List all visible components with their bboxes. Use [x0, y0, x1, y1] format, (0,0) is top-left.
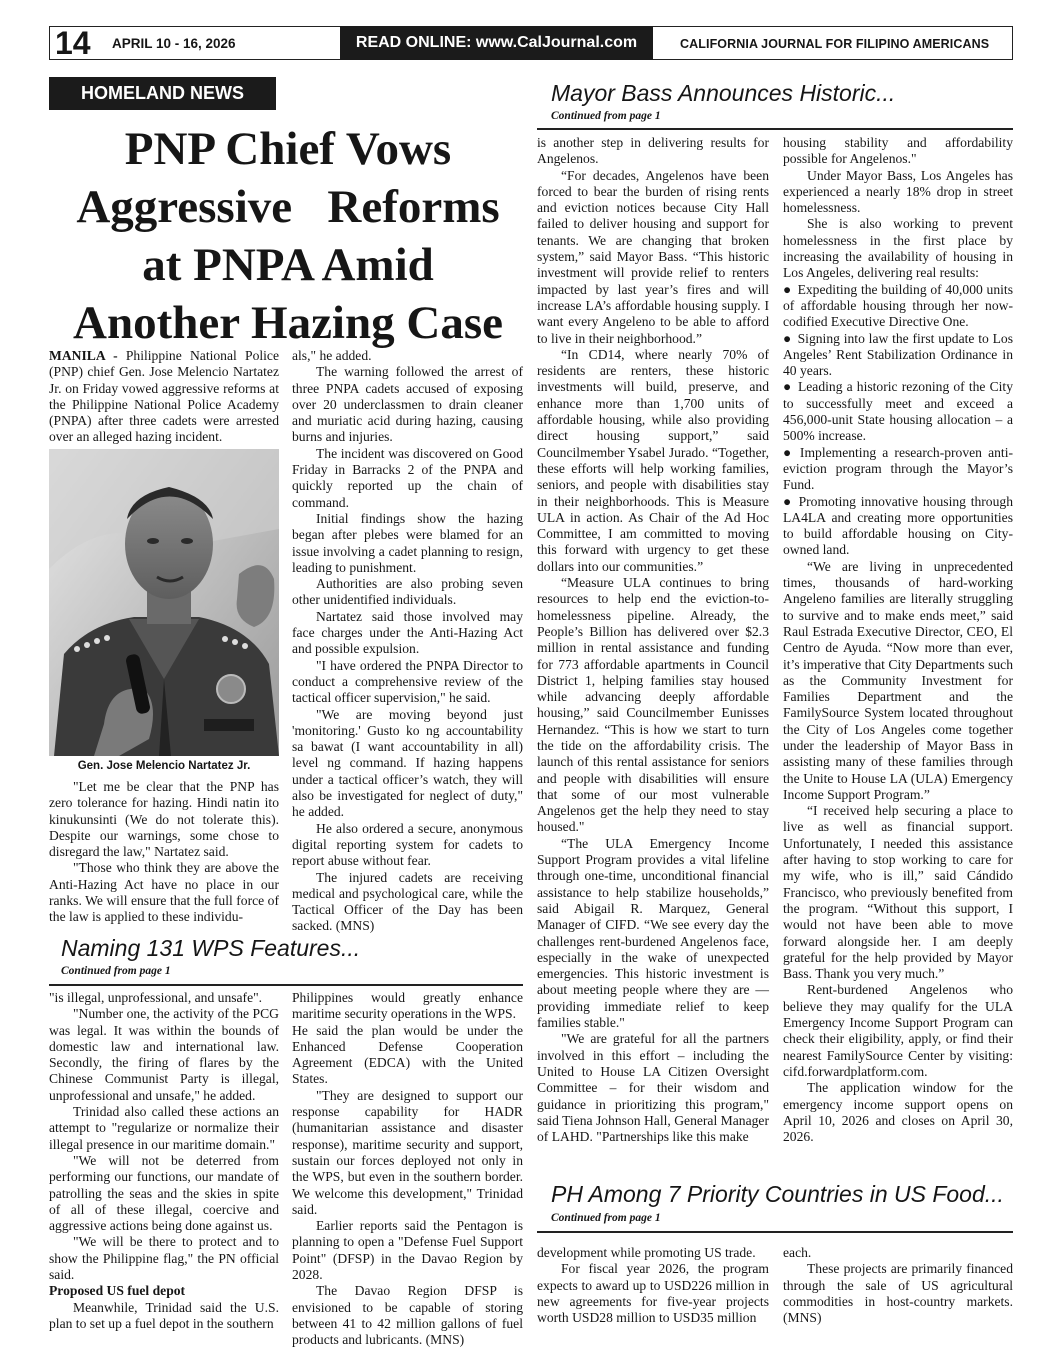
paragraph: These projects are primarily financed through the sale of US agricultural commodities in host-country markets. (MNS)	[783, 1261, 1013, 1326]
read-online-banner: READ ONLINE: www.CalJournal.com	[340, 26, 653, 60]
paragraph: She is also working to prevent homelessness in the first place by increasing the availability of housing in Los Angeles, delivering real results:	[783, 216, 1013, 281]
paragraph: "I have ordered the PNPA Director to conduct a comprehensive review of the tactical officer supervision," he said.	[292, 657, 523, 706]
paragraph: “I received help securing a place to live as well as financial support. Unfortunately, I needed this assistance after having to stop working to care for my wife, who is ill,” said Cándido Francisco, who previously benefited from the program. “Without this support, I would not have been able to move forward alongside her. I am deeply grateful for the help provided by Mayor Bass. Thank you very much.”	[783, 803, 1013, 982]
wps-col2	[292, 990, 523, 1349]
bullet-item: ● Leading a historic rezoning of the City to successfully meet and exceed a 456,000-unit State housing allocation – a 500% increase.	[783, 379, 1013, 444]
pnp-col2	[292, 348, 523, 935]
section-label: HOMELAND NEWS	[49, 77, 276, 110]
paragraph: development while promoting US trade.	[537, 1245, 756, 1260]
food-continued-note: Continued from page 1	[551, 1212, 661, 1224]
publication-name: CALIFORNIA JOURNAL FOR FILIPINO AMERICANS	[680, 37, 990, 51]
bullet-item: ● Promoting innovative housing through LA4LA and creating more opportunities to build affordable housing on City-owned land.	[783, 493, 1013, 558]
bullet-icon: ●	[783, 379, 792, 395]
wps-rule	[49, 984, 523, 986]
bass-col2	[783, 135, 1013, 1145]
paragraph: "We will not be deterred from performing our functions, our mandate of patrolling the seas and the skies in spite of all of these illegal, coercive and aggressive actions being done against us.	[49, 1152, 279, 1234]
bass-title: Mayor Bass Announces Historic...	[551, 80, 896, 106]
paragraph: Nartatez said those involved may face charges under the Anti-Hazing Act and possible expulsion.	[292, 608, 523, 657]
dateline: MANILA -	[49, 348, 126, 363]
nartatez-photo	[49, 449, 279, 756]
paragraph: "is illegal, unprofessional, and unsafe".	[49, 990, 263, 1005]
food-title: PH Among 7 Priority Countries in US Food...	[551, 1181, 1004, 1207]
paragraph: For fiscal year 2026, the program expects to award up to USD226 million in new agreements for five-year projects worth USD28 million to USD35 million	[537, 1261, 769, 1326]
bass-col1	[537, 135, 769, 1145]
lead-text: Philippine National Police (PNP) chief Gen. Jose Melencio Nartatez Jr. on Friday vowed aggressive reforms at the Philippine National Police Academy (PNPA) after three cadets were arrested over an alleged hazing incident.	[49, 348, 279, 445]
headline-line: Aggressive Reforms	[76, 181, 500, 233]
paragraph: Initial findings show the hazing began after plebes were blamed for an issue involving a cadet planning to resign, leading to punishment.	[292, 510, 523, 575]
paragraph: The warning followed the arrest of three PNPA cadets accused of exposing over 20 underclassmen to drain cleaner and muriatic acid during hazing, causing burns and injuries.	[292, 364, 523, 445]
paragraph: “For decades, Angelenos have been forced to bear the burden of rising rents and eviction notices because City Hall failed to deliver housing and support for tenants. We are changing that broken system,” said Mayor Bass. “This historic investment will provide relief to renters impacted by last year’s fires and will increase LA’s affordable housing supply. I want every Angeleno to be able to afford to live in their neighborhood.”	[537, 167, 769, 346]
bullet-item: ● Expediting the building of 40,000 units of affordable housing through her now-codified Executive Directive One.	[783, 281, 1013, 330]
paragraph: Under Mayor Bass, Los Angeles has experienced a nearly 18% drop in street homelessness.	[783, 167, 1013, 216]
paragraph: "Those who think they are above the Anti-Hazing Act have no place in our ranks. We will ensure that the full force of the law is applied to these individu-	[49, 860, 279, 925]
headline-line: PNP Chief Vows	[124, 123, 452, 175]
paragraph: each.	[783, 1245, 812, 1260]
paragraph: “We are living in unprecedented times, thousands of hard-working Angeleno families are literally struggling to survive and to make ends meet,” said Raul Estrada Executive Director, CEO, El Centro de Ayuda. “Now more than ever, it’s imperative that City Departments such as the Community Investment for Families Department and the FamilySource System located throughout the City of Los Angeles come together under the leadership of Mayor Bass in assisting many of these families through the Unite to House LA (ULA) Emergency Income Support Program.”	[783, 558, 1013, 802]
bullet-icon: ●	[783, 493, 793, 509]
subheading: Proposed US fuel depot	[49, 1283, 186, 1299]
paragraph: Authorities are also probing seven other unidentified individuals.	[292, 576, 523, 608]
bass-continued-note: Continued from page 1	[551, 110, 661, 122]
bullet-icon: ●	[783, 281, 792, 297]
wps-continued-note: Continued from page 1	[61, 965, 171, 977]
food-col2	[783, 1245, 1013, 1326]
bullet-icon: ●	[783, 330, 792, 346]
paragraph: He also ordered a secure, anonymous digital reporting system for cadets to report abuse without fear.	[292, 820, 523, 869]
headline-line: at PNPA Amid	[142, 239, 434, 291]
paragraph: He said the plan would be under the Enhanced Defense Cooperation Agreement (EDCA) with the United States.	[292, 1022, 523, 1087]
paragraph: The injured cadets are receiving medical and psychological care, while the Tactical Officer of the Day has been sacked. (MNS)	[292, 869, 523, 934]
pnp-headline	[49, 120, 527, 352]
page-number: 14	[55, 25, 91, 61]
food-rule	[537, 1231, 1013, 1233]
food-col1	[537, 1245, 769, 1326]
paragraph: housing stability and affordability possible for Angelenos."	[783, 135, 1013, 167]
paragraph: Rent-burdened Angelenos who believe they may qualify for the ULA Emergency Income Support Program can check their eligibility, apply, or find their nearest FamilySource Center by visiting: cifd.forwardplatform.com.	[783, 982, 1013, 1079]
paragraph: Philippines would greatly enhance maritime security operations in the WPS.	[292, 990, 523, 1022]
bullet-item: ● Implementing a research-proven anti-eviction program through the Mayor’s Fund.	[783, 444, 1013, 493]
paragraph: “Measure ULA continues to bring resources to help end the eviction-to-homelessness pipeline. Already, the People’s Billion has delivered over $2.3 million in rental assistance and funding for 773 affordable apartments in Council District 1, helping families stay housed while advancing deeply affordable housing,” said Councilmember Eunisses Hernandez. “This is how we start to turn the tide on the affordability crisis. The launch of this rental assistance for seniors and people with disabilities will ensure that some of our most vulnerable Angelenos get the help they need to stay housed."	[537, 575, 769, 835]
paragraph: “The ULA Emergency Income Support Program provides a vital lifeline through one-time, unconditional financial assistance to help stabilize households,” said Abigail R. Marquez, General Manager of CIFD. “We see every day the challenges rent-burdened Angelenos face, especially in the wake of unexpected emergencies. This historic investment is about meeting people where they are — providing immediate relief to keep families stable."	[537, 835, 769, 1031]
bass-rule	[537, 128, 1013, 130]
paragraph: The Davao Region DFSP is envisioned to be capable of storing between 41 to 42 million gallons of fuel products and lubricants. (MNS)	[292, 1283, 523, 1348]
paragraph: The application window for the emergency income support opens on April 10, 2026 and closes on April 30, 2026.	[783, 1080, 1013, 1145]
bullet-item: ● Signing into law the first update to Los Angeles’ Rent Stabilization Ordinance in 40 years.	[783, 330, 1013, 379]
paragraph: is another step in delivering results for Angelenos.	[537, 135, 769, 167]
paragraph: Earlier reports said the Pentagon is planning to open a "Defense Fuel Support Point" (DFSP) in the Davao Region by 2028.	[292, 1218, 523, 1283]
paragraph: "Number one, the activity of the PCG was legal. It was within the bounds of domestic law and international law. Secondly, the firing of flares by the Chinese Communist Party is illegal, unprofessional and unsafe," he added.	[49, 1006, 279, 1103]
paragraph: Meanwhile, Trinidad said the U.S. plan to set up a fuel depot in the southern	[49, 1299, 279, 1331]
paragraph: "We are grateful for all the partners involved in this effort – including the United to House LA Citizen Oversight Committee – for their wisdom and guidance in prioritizing this program," said Tiena Johnson Hall, General Manager of LAHD. "Partnerships like this make	[537, 1031, 769, 1145]
paragraph: “In CD14, where nearly 70% of residents are renters, these historic investments will build, preserve, and enhance more than 1,700 units of affordable housing, while also providing direct housing support,” said Councilmember Ysabel Jurado. “Together, these efforts will help working families, seniors, and people with disabilities stay in their neighborhoods. This is Measure ULA in action. As Chair of the Ad Hoc Committee, I am committed to moving this forward with urgency to get these dollars into our communities.”	[537, 346, 769, 574]
headline-line: Another Hazing Case	[73, 297, 503, 349]
paragraph: "They are designed to support our response capability for HADR (humanitarian assistance and disaster response), maritime security and support, sustain our forces deployed not only in the WPS, but even in the southern border. We welcome this development," Trinidad said.	[292, 1087, 523, 1217]
paragraph: als," he added.	[292, 348, 372, 363]
paragraph: The incident was discovered on Good Friday in Barracks 2 of the PNPA and quickly reported up the chain of command.	[292, 445, 523, 510]
wps-title: Naming 131 WPS Features...	[61, 935, 361, 961]
issue-date: APRIL 10 - 16, 2026	[112, 36, 236, 51]
paragraph: Trinidad also called these actions an attempt to "regularize or normalize their illegal presence in our maritime domain."	[49, 1104, 279, 1152]
photo-caption: Gen. Jose Melencio Nartatez Jr.	[77, 760, 251, 772]
paragraph: "We will be there to protect and to show the Philippine flag," the PN official said.	[49, 1234, 279, 1283]
pnp-col1	[49, 779, 279, 926]
bullet-icon: ●	[783, 444, 794, 460]
wps-col1	[49, 990, 279, 1332]
pnp-lead	[49, 348, 279, 446]
paragraph: "We are moving beyond just 'monitoring.' Gusto ko ng accountability sa bawat (I want accountability in all) level ng command. If hazing happens under a tactical officer’s watch, they will also be investigated for neglect of duty," he added.	[292, 706, 523, 820]
paragraph: "Let me be clear that the PNP has zero tolerance for hazing. Hindi natin ito kinukunsinti (We do not tolerate this). Despite our warnings, some chose to disregard the law," Nartatez said.	[49, 779, 279, 860]
